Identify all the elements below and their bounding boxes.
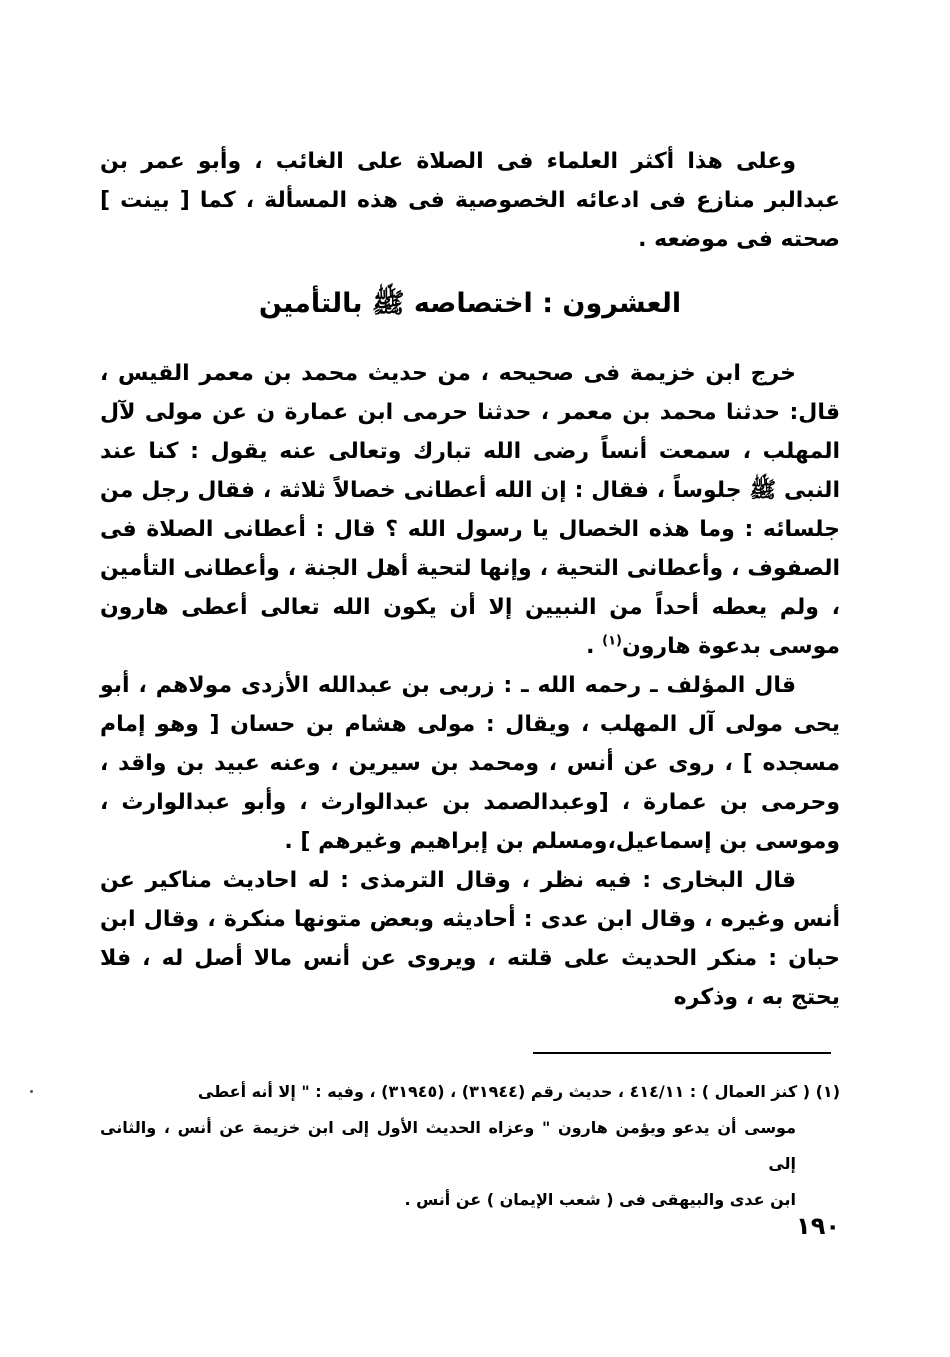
intro-paragraph — [100, 142, 840, 259]
paragraph-hadith — [100, 354, 840, 666]
paragraph-hadith-tail: . — [586, 634, 603, 659]
paragraph-criticism: قال البخارى : فيه نظر ، وقال الترمذى : له احاديث مناكير عن أنس وغيره ، وقال ابن عدى : أحاديثه وبعض متونها منكرة ، وقال ابن حبان : منكر الحديث على قلته ، ويروى عن أنس مالا أصل له ، فلا يحتج به ، وذكره — [100, 868, 840, 1010]
section-heading: العشرون : اختصاصه ﷺ بالتأمين — [258, 288, 682, 319]
intro-text: وعلى هذا أكثر العلماء فى الصلاة على الغائب ، وأبو عمر بن عبدالبر منازع فى ادعائه الخصوصية فى هذه المسألة ، كما [ بينت ] صحته فى موضعه . — [100, 149, 840, 252]
main-text — [100, 354, 840, 1017]
footnote-reference: (١) — [602, 633, 622, 649]
paragraph-hadith-text: خرج ابن خزيمة فى صحيحه ، من حديث محمد بن معمر القيس ، قال: حدثنا محمد بن معمر ، حدثنا حرمى ابن عمارة ن عن مولى لآل المهلب ، سمعت أنساً رضى الله تبارك وتعالى عنه يقول : كنا عند النبى ﷺ جلوساً ، فقال : إن الله أعطانى خصالاً ثلاثة ، فقال رجل من جلسائه : وما هذه الخصال يا رسول الله ؟ قال : أعطانى الصلاة فى الصفوف ، وأعطانى التحية ، وإنها لتحية أهل الجنة ، وأعطانى التأمين ، ولم يعطه أحداً من النبيين إلا أن يكون الله تعالى أعطى هارون موسى بدعوة هارون — [100, 361, 840, 659]
scan-speck — [30, 1090, 33, 1093]
footnote-line-3: ابن عدى والبيهقى فى ( شعب الإيمان ) عن أنس . — [404, 1190, 796, 1209]
footnote-line-1: (١) ( كنز العمال ) : ٤١٤/١١ ، حديث رقم (٣١٩٤٤) ، (٣١٩٤٥) ، وفيه : " إلا أنه أعطى — [197, 1082, 840, 1101]
footnote-divider — [533, 1052, 831, 1054]
footnote-section — [100, 1074, 840, 1218]
footnote-line-2: موسى أن يدعو ويؤمن هارون " وعزاه الحديث الأول إلى ابن خزيمة عن أنس ، والثانى إلى — [100, 1118, 796, 1173]
paragraph-author-note: قال المؤلف ـ رحمه الله ـ : زربى بن عبدالله الأزدى مولاهم ، أبو يحى مولى آل المهلب ، ويقال : مولى هشام بن حسان [ وهو إمام مسجده ] ، روى عن أنس ، ومحمد بن سيرين ، وعنه عبيد بن واقد ، وحرمى بن عمارة ، [وعبدالصمد بن عبدالوارث ، وأبو عبدالوارث ، وموسى بن إسماعيل،ومسلم بن إبراهيم وغيرهم ] . — [100, 673, 840, 854]
page-number: ١٩٠ — [796, 1212, 840, 1240]
